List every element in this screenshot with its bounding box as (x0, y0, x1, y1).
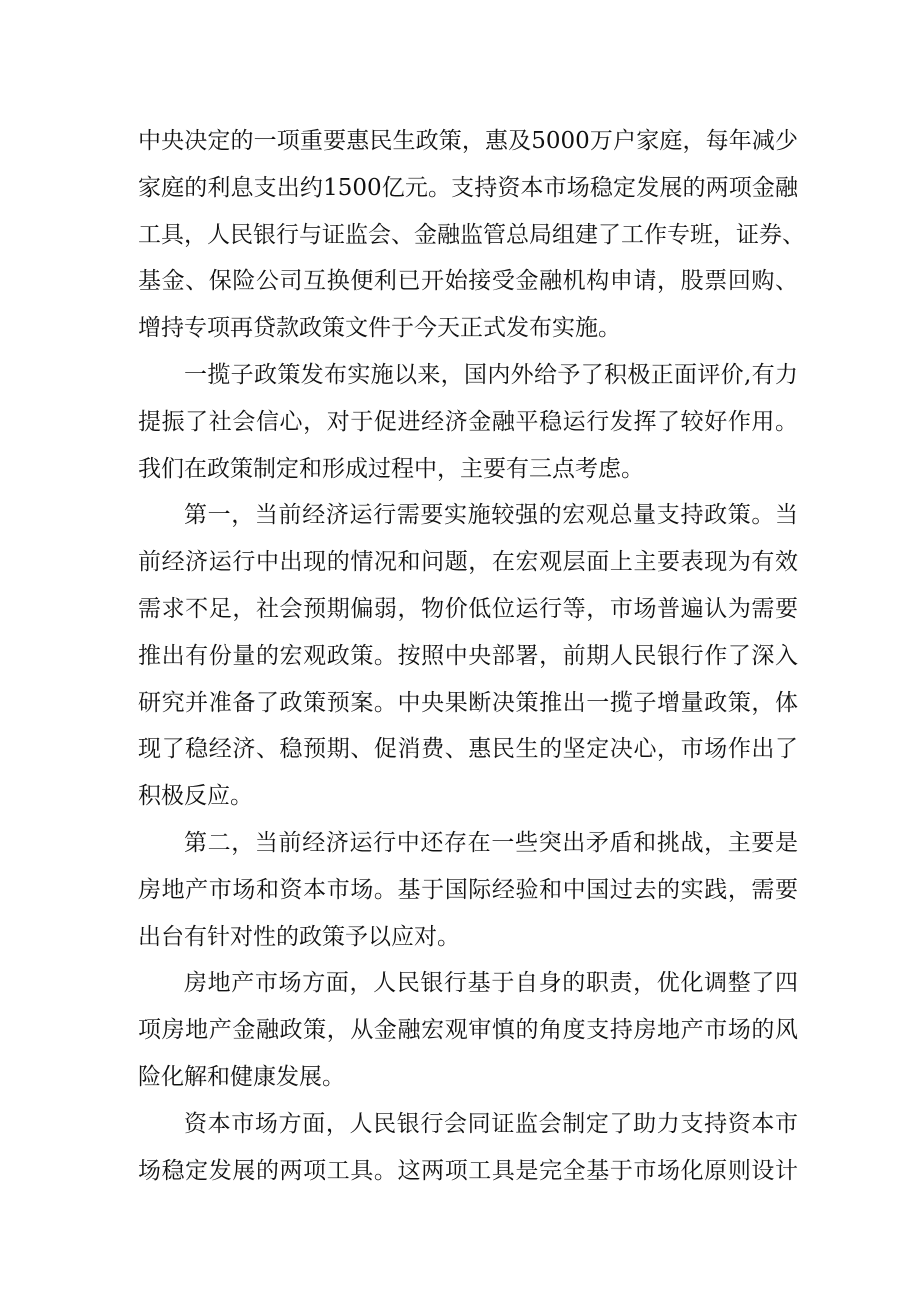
text-line: 险化解和健康发展。 (138, 1063, 345, 1090)
text-line: 工具，人民银行与证监会、金融监管总局组建了工作专班，证券、 (138, 221, 805, 248)
text-line: 房地产市场和资本市场。基于国际经验和中国过去的实践，需要 (138, 876, 798, 903)
paragraph (138, 118, 805, 352)
text-line: 第一，当前经济运行需要实施较强的宏观总量支持政策。当 (184, 502, 798, 529)
text-line: 房地产市场方面，人民银行基于自身的职责，优化调整了四 (184, 970, 798, 997)
paragraph (138, 492, 798, 820)
text-line: 提振了社会信心，对于促进经济金融平稳运行发挥了较好作用。 (138, 408, 798, 435)
paragraph (138, 960, 798, 1100)
text-line: 推出有份量的宏观政策。按照中央部署，前期人民银行作了深入 (138, 642, 798, 669)
text-line: 项房地产金融政策，从金融宏观审慎的角度支持房地产市场的风 (138, 1017, 798, 1044)
text-line: 研究并准备了政策预案。中央果断决策推出一揽子增量政策，体 (138, 689, 798, 716)
text-line: 积极反应。 (138, 783, 253, 810)
text-line: 基金、保险公司互换便利已开始接受金融机构申请，股票回购、 (138, 268, 798, 295)
text-line: 增持专项再贷款政策文件于今天正式发布实施。 (138, 315, 621, 342)
document-body (138, 118, 805, 1194)
text-line: 我们在政策制定和形成过程中，主要有三点考虑。 (138, 455, 644, 482)
text-line: 场稳定发展的两项工具。这两项工具是完全基于市场化原则设计 (138, 1157, 798, 1184)
paragraph (138, 1101, 798, 1195)
text-line: 家庭的利息支出约1500亿元。支持资本市场稳定发展的两项金融 (138, 174, 798, 201)
text-line: 前经济运行中出现的情况和问题，在宏观层面上主要表现为有效 (138, 549, 798, 576)
paragraph (138, 352, 798, 492)
text-line: 资本市场方面，人民银行会同证监会制定了助力支持资本市 (184, 1110, 798, 1137)
text-line: 第二，当前经济运行中还存在一些突出矛盾和挑战，主要是 (184, 829, 798, 856)
text-line: 需求不足，社会预期偏弱，物价低位运行等，市场普遍认为需要 (138, 595, 798, 622)
text-line: 现了稳经济、稳预期、促消费、惠民生的坚定决心，市场作出了 (138, 736, 798, 763)
text-line: 出台有针对性的政策予以应对。 (138, 923, 460, 950)
paragraph (138, 820, 798, 960)
text-line: 一揽子政策发布实施以来，国内外给予了积极正面评价,有力 (184, 361, 798, 388)
text-line: 中央决定的一项重要惠民生政策，惠及5000万户家庭，每年减少 (138, 128, 798, 154)
